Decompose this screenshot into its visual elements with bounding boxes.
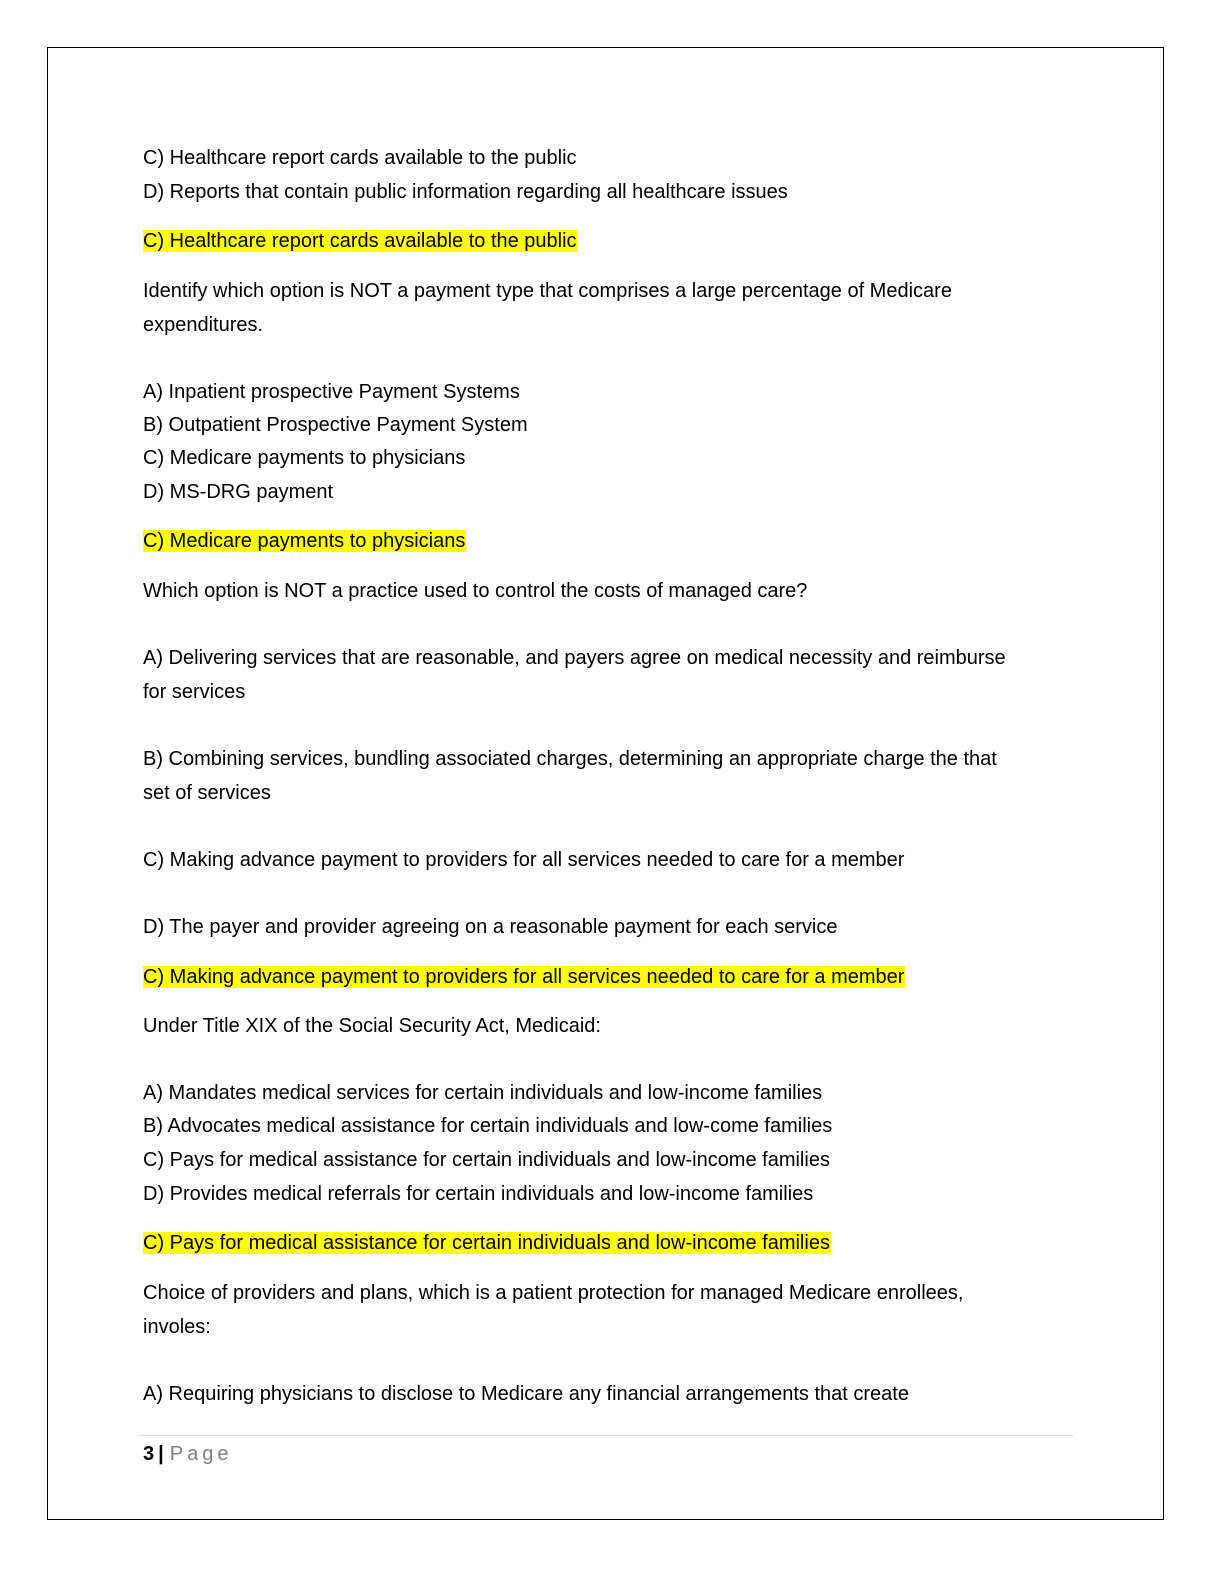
page-label: Page: [169, 1443, 233, 1465]
answer-q2: [143, 528, 466, 554]
question-3-text: Which option is NOT a practice used to control the costs of managed care?: [143, 580, 808, 602]
option-c-q3: C) Making advance payment to providers for all services needed to care for a member: [143, 849, 905, 871]
option-c-q1: C) Healthcare report cards available to the public: [143, 147, 577, 169]
page-footer: [143, 1441, 232, 1467]
answer-q3: [143, 964, 905, 990]
answer-highlight: C) Pays for medical assistance for certain individuals and low-income families: [143, 1232, 830, 1254]
question-2-text: Identify which option is NOT a payment type that comprises a large percentage of Medicare: [143, 280, 952, 302]
option-a-q2: A) Inpatient prospective Payment Systems: [143, 381, 520, 403]
question-5-text: Choice of providers and plans, which is a patient protection for managed Medicare enrollees,: [143, 1282, 964, 1304]
option-a-q4: A) Mandates medical services for certain individuals and low-income families: [143, 1082, 823, 1104]
question-4-text: Under Title XIX of the Social Security Act, Medicaid:: [143, 1015, 601, 1037]
option-d-q3: D) The payer and provider agreeing on a reasonable payment for each service: [143, 916, 838, 938]
footer-rule: [140, 1435, 1073, 1436]
option-b-q3-cont: set of services: [143, 782, 271, 804]
option-d-q1: D) Reports that contain public information regarding all healthcare issues: [143, 181, 788, 203]
option-c-q2: C) Medicare payments to physicians: [143, 447, 466, 469]
answer-highlight: C) Medicare payments to physicians: [143, 530, 466, 552]
footer-separator: |: [158, 1443, 164, 1465]
answer-q1: [143, 228, 578, 254]
option-d-q2: D) MS-DRG payment: [143, 481, 334, 503]
option-b-q2: B) Outpatient Prospective Payment System: [143, 414, 528, 436]
option-c-q4: C) Pays for medical assistance for certain individuals and low-income families: [143, 1149, 830, 1171]
option-d-q4: D) Provides medical referrals for certain individuals and low-income families: [143, 1183, 814, 1205]
question-2-text-cont: expenditures.: [143, 314, 264, 336]
option-b-q3: B) Combining services, bundling associated charges, determining an appropriate charge the that: [143, 748, 997, 770]
option-a-q3: A) Delivering services that are reasonable, and payers agree on medical necessity and reimburse: [143, 647, 1006, 669]
page-number: 3: [143, 1443, 155, 1465]
option-b-q4: B) Advocates medical assistance for certain individuals and low-come families: [143, 1115, 833, 1137]
question-5-text-cont: involes:: [143, 1316, 211, 1338]
answer-q4: [143, 1230, 831, 1256]
answer-highlight: C) Making advance payment to providers for all services needed to care for a member: [143, 966, 905, 988]
option-a-q5: A) Requiring physicians to disclose to Medicare any financial arrangements that create: [143, 1383, 909, 1405]
answer-highlight: C) Healthcare report cards available to the public: [143, 230, 577, 252]
option-a-q3-cont: for services: [143, 681, 246, 703]
